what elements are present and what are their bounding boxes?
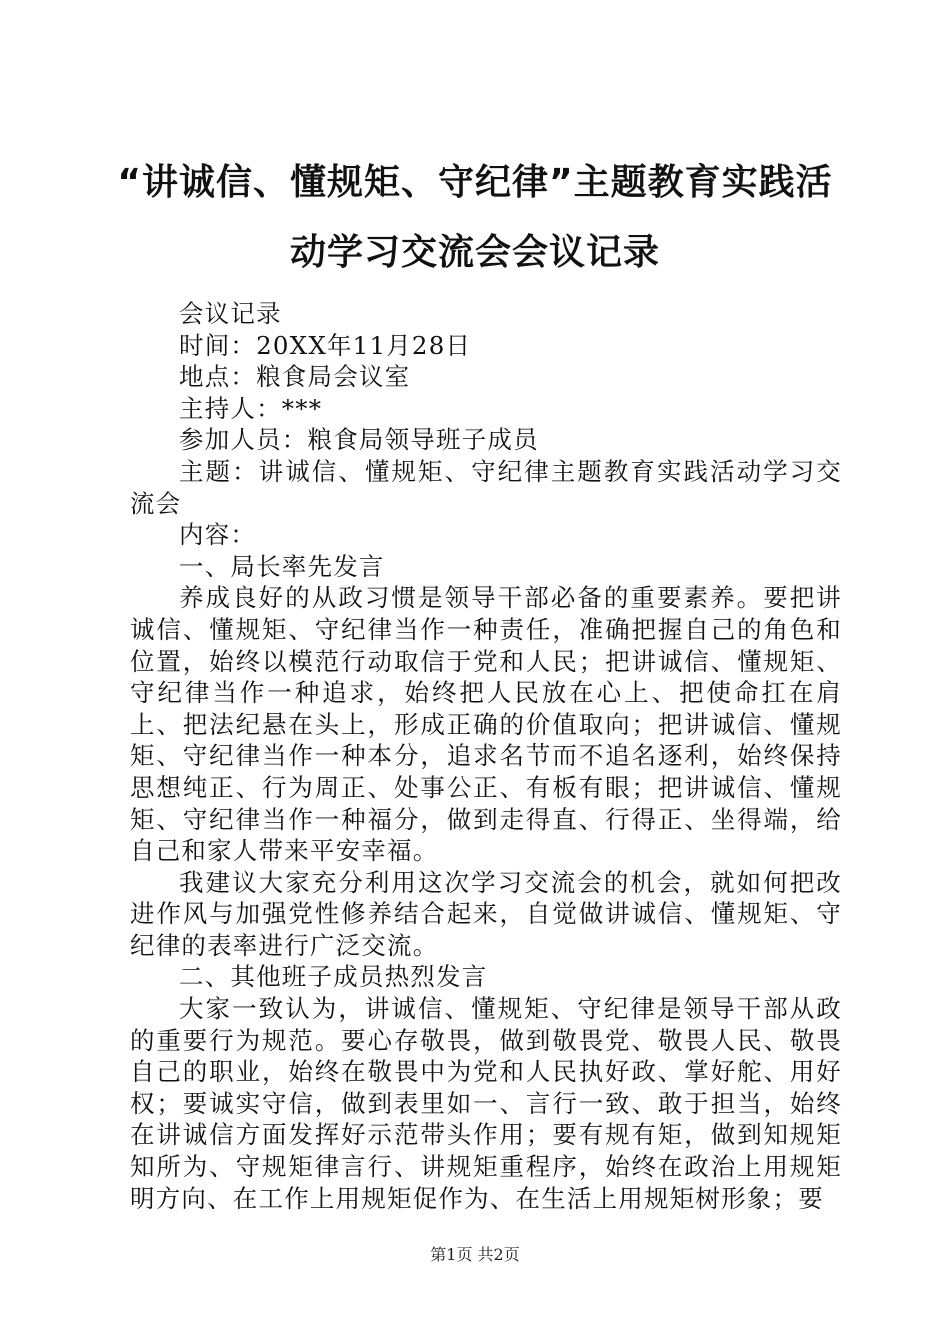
meeting-topic: 主题：讲诚信、懂规矩、守纪律主题教育实践活动学习交流会 (130, 456, 842, 518)
document-title (80, 148, 870, 288)
body-paragraph-1: 养成良好的从政习惯是领导干部必备的重要素养。要把讲诚信、懂规矩、守纪律当作一种责任，准确把握自己的角色和位置，始终以模范行动取信于党和人民；把讲诚信、懂规矩、守纪律当作一种追求，始终把人民放在心上、把使命扛在肩上、把法纪悬在头上，形成正确的价值取向；把讲诚信、懂规矩、守纪律当作一种本分，追求名节而不追名逐利，始终保持思想纯正、行为周正、处事公正、有板有眼；把讲诚信、懂规矩、守纪律当作一种福分，做到走得直、行得正、坐得端，给自己和家人带来平安幸福。 (130, 583, 842, 866)
section-heading-2: 二、其他班子成员热烈发言 (179, 962, 488, 992)
meeting-record-label: 会议记录 (179, 299, 282, 328)
section-heading-1: 一、局长率先发言 (179, 551, 385, 581)
content-label: 内容： (179, 520, 257, 550)
page-footer: 第1页 共2页 (430, 1245, 520, 1264)
body-paragraph-2: 我建议大家充分利用这次学习交流会的机会，就如何把改进作风与加强党性修养结合起来，自觉做讲诚信、懂规矩、守纪律的表率进行广泛交流。 (130, 867, 842, 960)
meeting-host: 主持人：*** (179, 393, 323, 423)
title-line-1: “讲诚信、懂规矩、守纪律”主题教育实践活 (117, 162, 833, 203)
document-body (130, 298, 842, 1214)
body-paragraph-3: 大家一致认为，讲诚信、懂规矩、守纪律是领导干部从政的重要行为规范。要心存敬畏，做到敬畏党、敬畏人民、敬畏自己的职业，始终在敬畏中为党和人民执好政、掌好舵、用好权；要诚实守信，做到表里如一、言行一致、敢于担当，始终在讲诚信方面发挥好示范带头作用；要有规有矩，做到知规矩知所为、守规矩律言行、讲规矩重程序，始终在政治上用规矩明方向、在工作上用规矩促作为、在生活上用规矩树形象；要 (130, 994, 842, 1213)
title-line-2: 动学习交流会会议记录 (289, 232, 660, 273)
meeting-attendees: 参加人员：粮食局领导班子成员 (179, 425, 539, 455)
meeting-location: 地点：粮食局会议室 (179, 362, 411, 392)
meeting-time: 时间：20XX年11月28日 (179, 330, 472, 360)
